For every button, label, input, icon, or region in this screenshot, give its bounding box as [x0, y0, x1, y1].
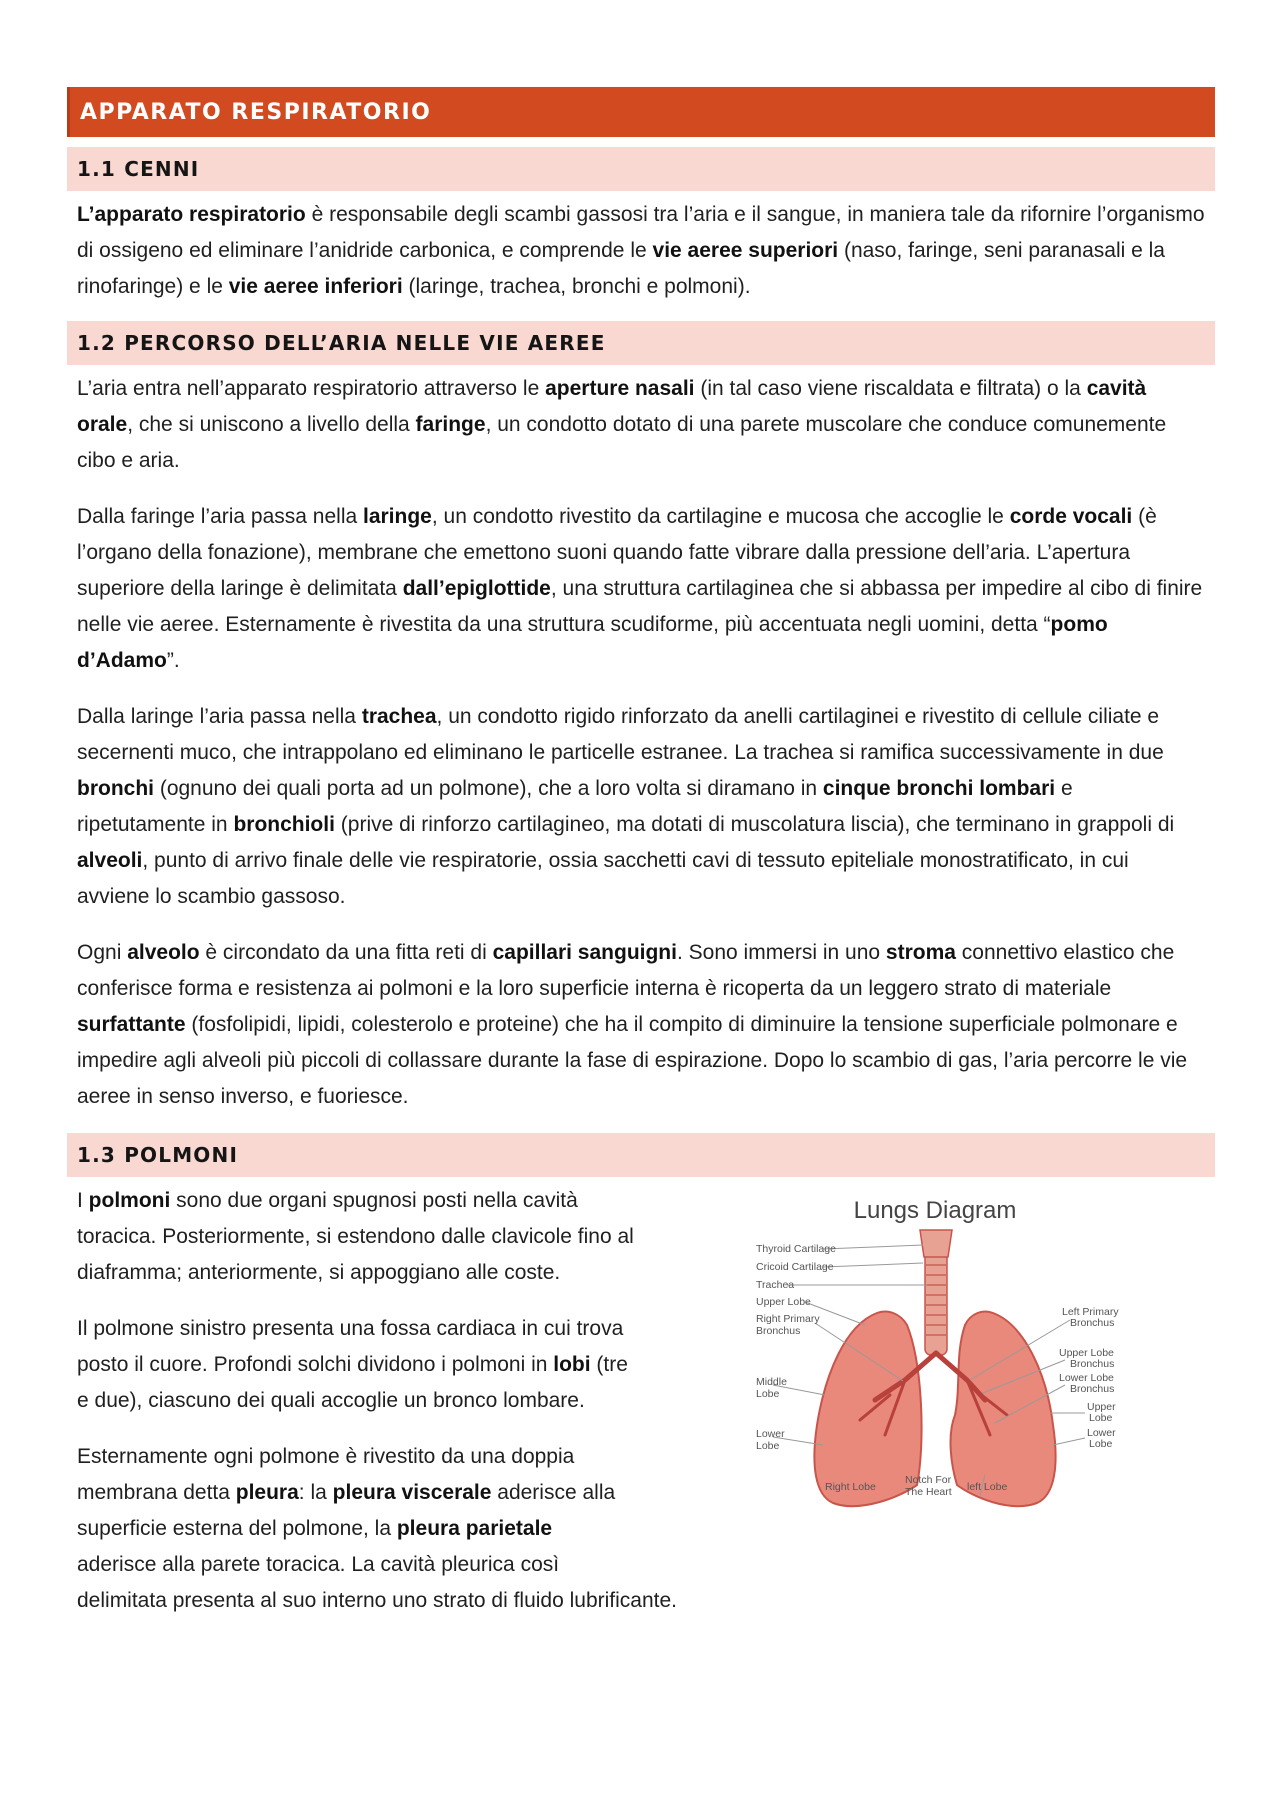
left-lung-shape	[951, 1312, 1056, 1507]
label-lower-lobe-bronchus-1: Lower Lobe	[1059, 1372, 1114, 1384]
lungs-diagram	[655, 1185, 1215, 1555]
label-upper-right-1: Upper	[1087, 1401, 1116, 1413]
bold-term: pleura	[235, 1481, 299, 1504]
bold-term: vie aeree superiori	[652, 239, 839, 262]
lungs-illustration	[655, 1185, 1215, 1555]
text-run: , un condotto rivestito da cartilagine e mucosa che accoglie le	[431, 505, 1010, 528]
text-run: (laringe, trachea, bronchi e polmoni).	[402, 275, 751, 298]
text-run: (prive di rinforzo cartilagineo, ma dotati di muscolatura liscia), che terminano in grappoli di	[334, 813, 1175, 836]
paragraph	[67, 197, 1215, 305]
section-title: 1.1 CENNI	[77, 157, 200, 181]
label-upper-lobe: Upper Lobe	[756, 1296, 811, 1308]
diagram-title: Lungs Diagram	[853, 1197, 1017, 1224]
label-right-primary-2: Bronchus	[756, 1325, 801, 1337]
text-run: aderisce alla parete toracica. La cavità pleurica così delimitata presenta al suo interno uno strato di fluido lubrificante.	[77, 1553, 678, 1612]
bold-term: aperture nasali	[545, 377, 695, 400]
paragraph	[67, 499, 1215, 679]
bold-term: stroma	[885, 941, 956, 964]
label-upper-right-2: Lobe	[1089, 1412, 1113, 1424]
bold-term: trachea	[361, 705, 437, 728]
label-middle-1: Middle	[756, 1376, 787, 1388]
bold-term: dall’epiglottide	[402, 577, 551, 600]
text-run: , una struttura cartilaginea che si abbassa per impedire al cibo di finire nelle vie aeree. Esternamente è rivestita da una struttura scudiforme, più accentuata negli uomini, detta “	[77, 577, 1203, 636]
bold-term: alveoli	[77, 849, 143, 872]
label-right-primary-1: Right Primary	[756, 1313, 820, 1325]
text-run: è responsabile degli scambi gassosi tra l’aria e il sangue, in maniera tale da rifornire l’organismo di ossigeno ed eliminare l’anidride carbonica, e comprende le	[77, 203, 1205, 262]
label-cricoid-cartilage: Cricoid Cartilage	[756, 1261, 834, 1273]
section-header-percorso	[67, 321, 1215, 365]
paragraph	[67, 699, 1215, 915]
text-run: sono due organi spugnosi posti nella cavità toracica. Posteriormente, si estendono dalle clavicole fino al diaframma; anteriormente, si appoggiano alle coste.	[77, 1189, 634, 1284]
bold-term: bronchi	[77, 777, 154, 800]
bold-term: pleura viscerale	[332, 1481, 492, 1504]
label-left-lobe: left Lobe	[967, 1481, 1008, 1493]
bold-term: alveolo	[127, 941, 200, 964]
bold-term: capillari sanguigni	[492, 941, 677, 964]
bold-term: pomo d’Adamo	[77, 613, 1108, 672]
text-run: , un condotto rigido rinforzato da anelli cartilaginei e rivestito di cellule ciliate e secernenti muco, che intrappolano ed eliminano le particelle estranee. La trachea si ramifica successivamente in due	[77, 705, 1164, 764]
bold-term: surfattante	[77, 1013, 186, 1036]
label-lower-1: Lower	[756, 1428, 785, 1440]
label-left-primary-2: Bronchus	[1070, 1317, 1115, 1329]
text-run: connettivo elastico che conferisce forma e resistenza ai polmoni e la loro superficie interna è ricoperta da un leggero strato di materiale	[77, 941, 1175, 1000]
text-run: Il polmone sinistro presenta una fossa cardiaca in cui trova posto il cuore. Profondi solchi dividono i polmoni in	[77, 1317, 624, 1376]
label-lower-right-1: Lower	[1087, 1427, 1116, 1439]
section-header-polmoni	[67, 1133, 1215, 1177]
section-header-cenni	[67, 147, 1215, 191]
document-page	[67, 87, 1215, 1619]
bold-term: corde vocali	[1009, 505, 1133, 528]
text-run: , punto di arrivo finale delle vie respiratorie, ossia sacchetti cavi di tessuto epiteliale monostratificato, in cui avviene lo scambio gassoso.	[77, 849, 1129, 908]
text-run: è circondato da una fitta reti di	[199, 941, 493, 964]
paragraph	[67, 371, 1215, 479]
label-trachea: Trachea	[756, 1279, 795, 1291]
bold-term: lobi	[553, 1353, 591, 1376]
text-run: (fosfolipidi, lipidi, colesterolo e proteine) che ha il compito di diminuire la tensione superficiale polmonare e impedire agli alveoli più piccoli di collassare durante la fase di espirazione. Dopo lo scambio di gas, l’aria percorre le vie aeree in senso inverso, e fuoriesce.	[77, 1013, 1188, 1108]
section-title: 1.3 POLMONI	[77, 1143, 239, 1167]
larynx-shape	[920, 1230, 952, 1257]
text-run: : la	[298, 1481, 333, 1504]
bold-term: cavità orale	[77, 377, 1147, 436]
text-run: (è l’organo della fonazione), membrane che emettono suoni quando fatte vibrare dalla pressione dell’aria. L’apertura superiore della laringe è delimitata	[77, 505, 1157, 600]
text-run: , che si uniscono a livello della	[127, 413, 416, 436]
paragraph	[67, 935, 1215, 1115]
label-upper-lobe-bronchus-1: Upper Lobe	[1059, 1347, 1114, 1359]
document-title: APPARATO RESPIRATORIO	[80, 99, 432, 125]
section-title: 1.2 PERCORSO DELL’ARIA NELLE VIE AEREE	[77, 331, 606, 355]
text-run: Esternamente ogni polmone è rivestito da una doppia membrana detta	[77, 1445, 575, 1504]
document-banner	[67, 87, 1215, 137]
label-left-primary-1: Left Primary	[1062, 1306, 1119, 1318]
bold-term: cinque bronchi lombari	[822, 777, 1056, 800]
bold-term: polmoni	[88, 1189, 171, 1212]
label-middle-2: Lobe	[756, 1388, 780, 1400]
text-run: (in tal caso viene riscaldata e filtrata) o la	[694, 377, 1087, 400]
label-lower-lobe-bronchus-2: Bronchus	[1070, 1383, 1115, 1395]
bold-term: pleura parietale	[396, 1517, 553, 1540]
label-notch-2: The Heart	[905, 1486, 952, 1498]
text-run: , un condotto dotato di una parete muscolare che conduce comunemente cibo e aria.	[77, 413, 1167, 472]
bold-term: vie aeree inferiori	[228, 275, 403, 298]
text-run: Dalla laringe l’aria passa nella	[77, 705, 362, 728]
label-upper-lobe-bronchus-2: Bronchus	[1070, 1358, 1115, 1370]
text-run: Dalla faringe l’aria passa nella	[77, 505, 363, 528]
text-run: (naso, faringe, seni paranasali e la rinofaringe) e le	[77, 239, 1165, 298]
text-run: aderisce alla superficie esterna del polmone, la	[77, 1481, 616, 1540]
label-right-lobe: Right Lobe	[825, 1481, 876, 1493]
bold-term: faringe	[415, 413, 486, 436]
bold-term: bronchioli	[233, 813, 335, 836]
text-run: I	[77, 1189, 89, 1212]
label-lower-2: Lobe	[756, 1440, 780, 1452]
bold-term: laringe	[363, 505, 432, 528]
text-run: ”.	[166, 649, 180, 672]
label-thyroid-cartilage: Thyroid Cartilage	[756, 1243, 836, 1255]
label-lower-right-2: Lobe	[1089, 1438, 1113, 1450]
text-run: (tre e due), ciascuno dei quali accoglie un bronco lombare.	[77, 1353, 628, 1412]
text-run: e ripetutamente in	[77, 777, 1073, 836]
label-notch-1: Notch For	[905, 1474, 952, 1486]
bold-term: L’apparato respiratorio	[77, 203, 306, 226]
text-run: Ogni	[77, 941, 128, 964]
text-run: L’aria entra nell’apparato respiratorio attraverso le	[77, 377, 546, 400]
text-run: . Sono immersi in uno	[676, 941, 886, 964]
text-run: (ognuno dei quali porta ad un polmone), che a loro volta si diramano in	[154, 777, 823, 800]
